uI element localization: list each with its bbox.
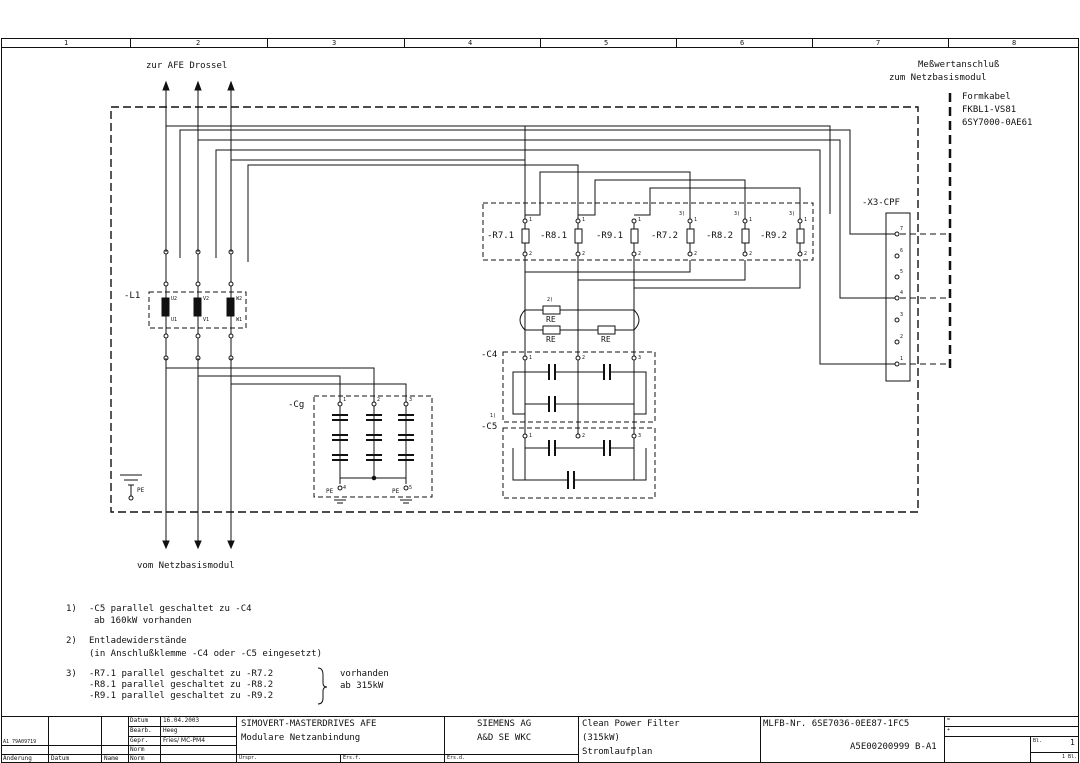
tb-bearb-label: Bearb.	[130, 727, 152, 734]
r8-1-pin-1: 1	[582, 217, 586, 223]
r9-1-pin-1: 1	[638, 217, 642, 223]
c5-capacitors	[513, 433, 646, 489]
tb-company-line-1: SIEMENS AG	[477, 719, 532, 729]
column-4-label: 4	[468, 39, 473, 47]
r9-2-pin-1: 1	[804, 217, 808, 223]
column-2-label: 2	[196, 39, 201, 47]
x3-pin-4: 4	[900, 290, 904, 296]
tb-title-line-1: Clean Power Filter	[582, 719, 680, 729]
cg-pin-3: 3	[409, 397, 413, 403]
note-3-line-2: -R8.1 parallel geschaltet zu -R8.2	[89, 680, 274, 690]
tb-datum-col-label: Datum	[51, 755, 70, 762]
r8-2-pin-1: 1	[749, 217, 753, 223]
re-label-1: RE	[546, 315, 556, 324]
tb-revision-code: A1 79A09719	[3, 739, 37, 745]
tb-mlfb-number: MLFB-Nr. 6SE7036-0EE87-1FC5	[763, 719, 910, 729]
c5-pin-2: 2	[582, 433, 586, 439]
x3-pin-5: 5	[900, 269, 904, 275]
note-3-line-3: -R9.1 parallel geschaltet zu -R9.2	[89, 691, 274, 701]
c5-pin-3: 3	[638, 433, 642, 439]
resistor-r7-1-label: -R7.1	[487, 231, 515, 241]
note-3-line-1: -R7.1 parallel geschaltet zu -R7.2	[89, 669, 274, 679]
c4-capacitors	[513, 364, 646, 414]
note-3-side-1: vorhanden	[340, 669, 389, 679]
cg-box	[314, 396, 432, 497]
cg-pe-label-left: PE	[326, 488, 334, 495]
note-3-side-2: ab 315kW	[340, 681, 384, 691]
resistor-r8-2-label: -R8.2	[706, 231, 734, 241]
tb-product-line-1: SIMOVERT-MASTERDRIVES AFE	[241, 719, 377, 729]
note-1-line-2: ab 160kW vorhanden	[94, 616, 192, 626]
note-1-line-1: -C5 parallel geschaltet zu -C4	[89, 604, 252, 614]
x3-pin-7: 7	[900, 226, 904, 232]
resistor-r9-1-label: -R9.1	[596, 231, 624, 241]
c5-label: -C5	[481, 422, 498, 432]
tb-drawing-number: A5E00200999 B-A1	[850, 742, 937, 752]
tb-sheet-total: 1 Bl.	[1062, 754, 1078, 760]
cable-label-2: FKBL1-VS81	[962, 105, 1017, 115]
note-3-ref-r9-2: 3)	[789, 211, 796, 217]
tb-sheet-label: Bl.	[1033, 738, 1043, 744]
tb-eq-sign: =	[947, 717, 951, 723]
x3-pin-3: 3	[900, 312, 904, 318]
re-label-2: RE	[546, 335, 556, 344]
ground-pe-label: PE	[137, 487, 145, 494]
top-wiring	[166, 126, 895, 364]
c4-pin-3: 3	[638, 355, 642, 361]
tb-gepr-value: Fries/ MC-PM4	[163, 737, 206, 744]
resistor-r8-1-label: -R8.1	[540, 231, 568, 241]
x3-pin-6: 6	[900, 248, 904, 254]
tb-datum-label: Datum	[130, 717, 149, 724]
c5-box	[503, 428, 655, 498]
note-2-line-2: (in Anschlußklemme -C4 oder -C5 eingesetzt)	[89, 649, 322, 659]
column-1-label: 1	[64, 39, 69, 47]
l1-pin-w1: W1	[236, 317, 243, 323]
x3-label: -X3-CPF	[862, 198, 900, 208]
tb-norm-label: Norm	[130, 746, 145, 753]
c5-pin-1: 1	[529, 433, 533, 439]
tb-title-line-3: Stromlaufplan	[582, 747, 653, 757]
note-3-ref-r8-2: 3)	[734, 211, 741, 217]
resistor-r7-2-label: -R7.2	[651, 231, 679, 241]
r8-1-pin-2: 2	[582, 251, 586, 257]
cg-pe-label-right: PE	[392, 488, 400, 495]
r7-2-pin-2: 2	[694, 251, 698, 257]
label-from-grid-module: vom Netzbasismodul	[137, 561, 235, 571]
cg-pin-1: 1	[343, 397, 347, 403]
note-2-ref: 2)	[547, 297, 554, 303]
cg-pin-5: 5	[409, 485, 413, 491]
tb-norm-col-label: Norm	[130, 755, 145, 762]
cg-label: -Cg	[288, 400, 305, 410]
column-6-label: 6	[740, 39, 745, 47]
tb-ersatz-fuer-label: Ers.f.	[343, 755, 362, 761]
tb-title-line-2: (315kW)	[582, 733, 620, 743]
c4-box	[503, 352, 655, 422]
column-8-label: 8	[1012, 39, 1017, 47]
label-measurement-connection: Meßwertanschluß	[918, 60, 1000, 70]
r9-2-pin-2: 2	[804, 251, 808, 257]
column-7-label: 7	[876, 39, 881, 47]
tb-gepr-label: Gepr.	[130, 737, 149, 744]
x3-pin-1: 1	[900, 356, 904, 362]
discharge-resistors	[520, 306, 639, 334]
label-to-afe-choke: zur AFE Drossel	[146, 61, 228, 71]
cg-pin-4: 4	[343, 485, 347, 491]
note-2-line-1: Entladewiderstände	[89, 636, 187, 646]
l1-label: -L1	[124, 291, 141, 301]
label-to-grid-module: zum Netzbasismodul	[889, 73, 987, 83]
note-1-ref: 1)	[490, 413, 497, 419]
re-label-3: RE	[601, 335, 611, 344]
c4-pin-2: 2	[582, 355, 586, 361]
tb-ersetzt-durch-label: Ers.d.	[447, 755, 466, 761]
note-3-number: 3)	[66, 669, 77, 679]
l1-pin-u2: U2	[171, 296, 178, 302]
c4-pin-1: 1	[529, 355, 533, 361]
tb-datum-value: 16.04.2003	[163, 717, 200, 724]
tb-product-line-2: Modulare Netzanbindung	[241, 733, 361, 743]
tb-ursprung-label: Urspr.	[239, 755, 258, 761]
tb-bearb-value: Heeg	[163, 727, 178, 734]
note-1-number: 1)	[66, 604, 77, 614]
tb-name-col-label: Name	[104, 755, 119, 762]
tb-plus-sign: +	[947, 727, 951, 733]
tb-sheet-number: 1	[1070, 738, 1075, 747]
r7-1-pin-2: 2	[529, 251, 533, 257]
l1-pin-v2: V2	[203, 296, 210, 302]
r7-2-pin-1: 1	[694, 217, 698, 223]
note-3-ref-r7-2: 3)	[679, 211, 686, 217]
r7-1-pin-1: 1	[529, 217, 533, 223]
l1-pin-u1: U1	[171, 317, 178, 323]
c4-label: -C4	[481, 350, 498, 360]
l1-pin-w2: W2	[236, 296, 243, 302]
cg-pin-2: 2	[377, 397, 381, 403]
tb-company-line-2: A&D SE WKC	[477, 733, 532, 743]
resistor-r9-2-label: -R9.2	[760, 231, 788, 241]
r8-2-pin-2: 2	[749, 251, 753, 257]
column-3-label: 3	[332, 39, 337, 47]
column-5-label: 5	[604, 39, 609, 47]
note-2-number: 2)	[66, 636, 77, 646]
x3-pin-2: 2	[900, 334, 904, 340]
x3-connections	[900, 234, 948, 364]
cable-label-1: Formkabel	[962, 92, 1011, 102]
tb-aenderung-label: Änderung	[3, 755, 32, 762]
cable-label-3: 6SY7000-0AE61	[962, 118, 1033, 128]
l1-pin-v1: V1	[203, 317, 210, 323]
r9-1-pin-2: 2	[638, 251, 642, 257]
